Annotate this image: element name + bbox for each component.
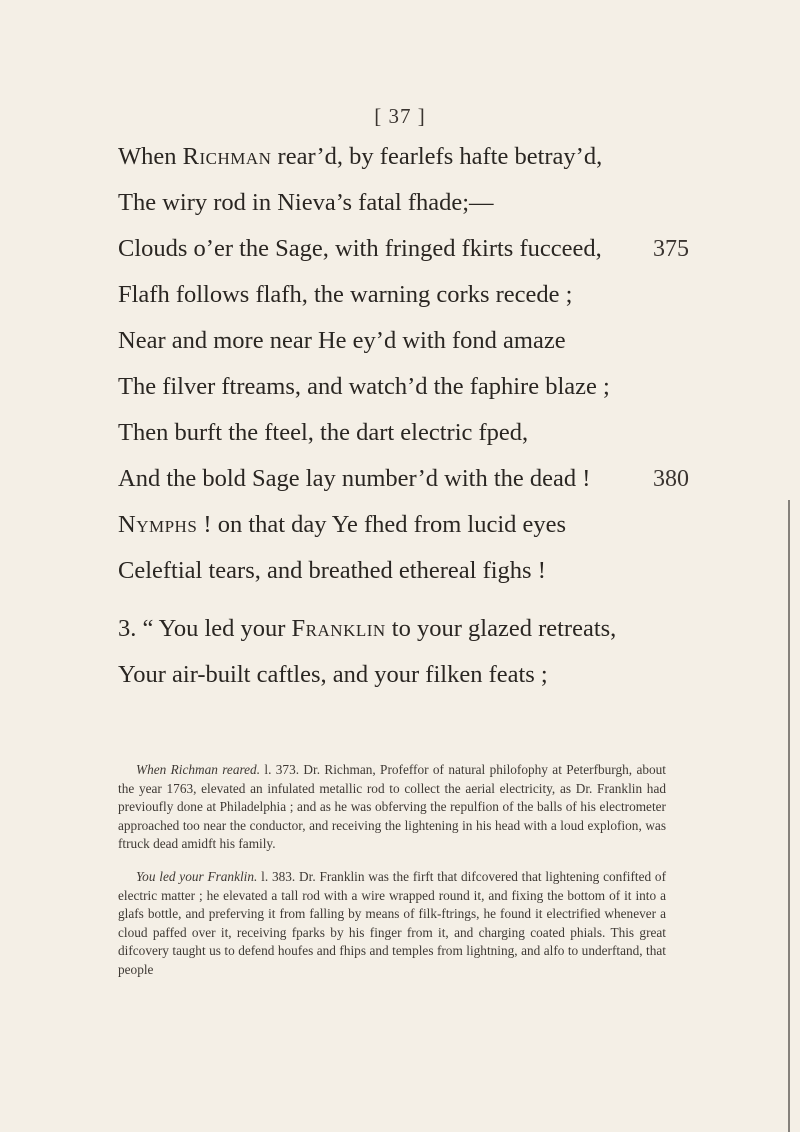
verse-line [118, 134, 718, 180]
footnote-lemma: You led your Franklin. [136, 868, 258, 884]
verse-line [118, 180, 718, 226]
verse-text: rear’d, by fearlefs hafte betray’d, [271, 143, 603, 170]
verse-text: The filver ftreams, and watch’d the faphire blaze ; [118, 373, 610, 400]
page-edge-line [788, 500, 790, 1132]
verse-text: 3. “ You led your [118, 615, 292, 642]
small-caps-name: Richman [182, 143, 272, 170]
verse-text: And the bold Sage lay number’d with the dead ! [118, 465, 591, 492]
verse-text: Celeftial tears, and breathed ethereal fighs ! [118, 557, 546, 584]
verse-line [118, 226, 718, 272]
stanza [118, 134, 718, 594]
verse-text: When [118, 143, 183, 170]
verse-text: The wiry rod in Nieva’s fatal fhade;— [118, 189, 494, 216]
verse-line [118, 502, 718, 548]
verse-text: Then burft the fteel, the dart electric fped, [118, 419, 529, 446]
footnotes [118, 761, 666, 994]
verse-text: Flafh follows flafh, the warning corks recede ; [118, 281, 573, 308]
verse-line [118, 606, 718, 652]
footnote-text: l. 373. Dr. Richman, Profeffor of natural philofophy at Peterfburgh, about the year 1763, elevated an infulated metallic rod to collect the aerial electricity, as Dr. Franklin had previoufly done at Philadelphia ; and as he was obferving the repulfion of the balls of his electrometer approached too near the conductor, and receiving the lightening in his head with a loud explofion, was ftruck dead amidft his family. [118, 762, 667, 852]
line-number: 375 [653, 236, 689, 262]
verse-text: ! on that day Ye fhed from lucid eyes [197, 511, 567, 538]
footnote-richman [118, 761, 666, 854]
verse-line [118, 652, 718, 698]
footnote-franklin [118, 868, 666, 980]
verse-text: to your glazed retreats, [385, 615, 617, 642]
verse-line [118, 272, 718, 318]
verse-line [118, 548, 718, 594]
footnote-lemma: When Richman reared. [136, 762, 261, 777]
verse-line [118, 456, 718, 502]
verse-text: Near and more near He ey’d with fond amaze [118, 327, 566, 354]
small-caps-name: Franklin [291, 615, 386, 642]
stanza-gap [118, 594, 718, 606]
verse-line [118, 318, 718, 364]
poem [118, 134, 718, 698]
verse-line [118, 364, 718, 410]
verse-text: Your air-built caftles, and your filken feats ; [118, 661, 548, 688]
footnote-text: l. 383. Dr. Franklin was the firft that difcovered that lightening confifted of electric matter ; he elevated a tall rod with a wire wrapped round it, and fixing the bottom of it into a glafs bottle, and preferving it from falling by means of filk-ftrings, he found it electrified whenever a cloud paffed over it, receiving fparks by his finger from it, and charging coated phials. This great difcovery taught us to defend houfes and fhips and temples from lightning, and alfo to underftand, that people [118, 868, 666, 977]
verse-text: Clouds o’er the Sage, with fringed fkirts fucceed, [118, 235, 602, 262]
line-number: 380 [653, 466, 689, 492]
small-caps-name: Nymphs [118, 511, 198, 538]
verse-line [118, 410, 718, 456]
page-number: [ 37 ] [374, 104, 426, 128]
stanza [118, 606, 718, 698]
